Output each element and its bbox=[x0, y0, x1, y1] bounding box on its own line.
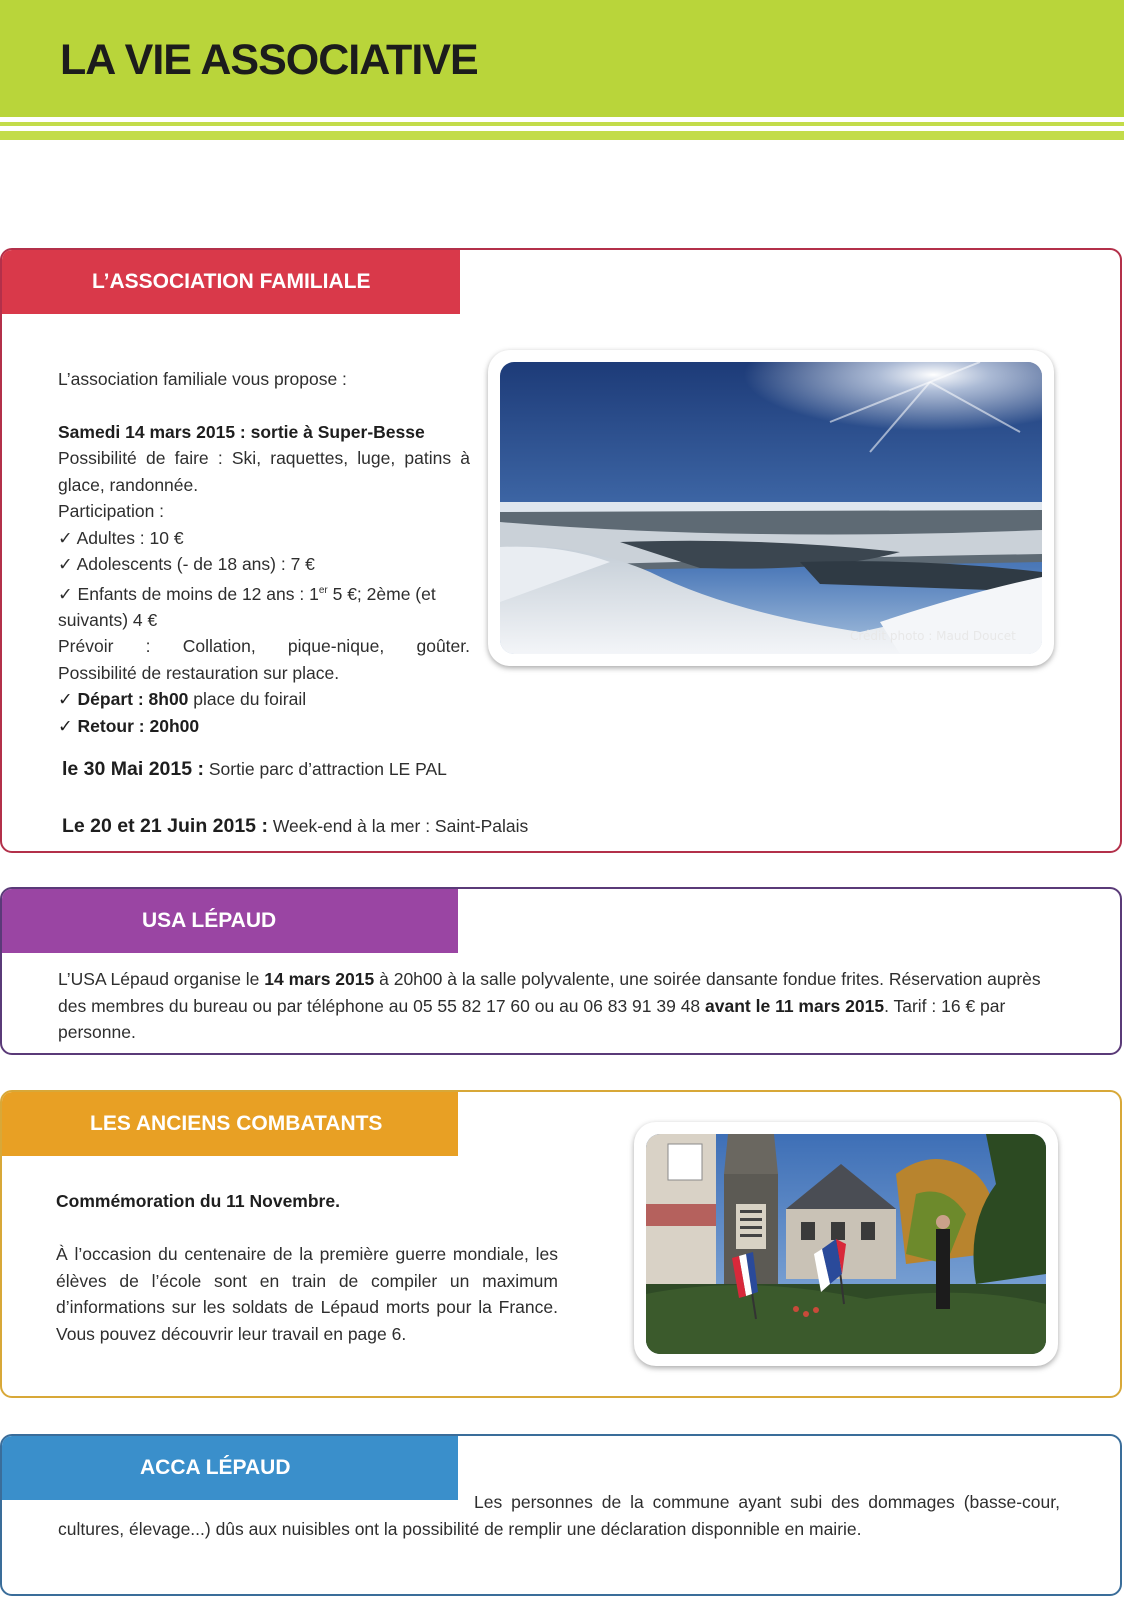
header-rule bbox=[0, 122, 1124, 126]
event1-title: Samedi 14 mars 2015 : sortie à Super-Besse bbox=[58, 421, 425, 442]
prevoir-text: Prévoir : Collation, pique-nique, goûter. bbox=[58, 636, 470, 657]
header-rule-thick bbox=[0, 131, 1124, 140]
check-icon: ✓ bbox=[58, 554, 73, 574]
retour-text: ✓ Retour : 20h00 bbox=[58, 715, 200, 736]
usa-text: L’USA Lépaud organise le 14 mars 2015 à 20h00 à la salle polyvalente, une soirée dansante fondue frites. Réservation auprès des membres du bureau ou par téléphone au 05 55 82 17 60 ou au 06 83 91 39 48 avant le 11 mars 2015. Tarif : 16 € par personne. bbox=[58, 969, 1041, 1042]
photo-war-memorial bbox=[634, 1122, 1058, 1366]
check-icon: ✓ bbox=[58, 715, 73, 736]
mountain-landscape-image bbox=[500, 362, 1042, 654]
event2-date: le 30 Mai 2015 : bbox=[62, 758, 205, 780]
event3 bbox=[62, 813, 762, 840]
section-title: L’ASSOCIATION FAMILIALE bbox=[92, 270, 371, 293]
section-title: USA LÉPAUD bbox=[142, 909, 277, 932]
check-icon: ✓ bbox=[58, 689, 73, 710]
section-anciens-combatants bbox=[0, 1090, 1122, 1398]
check-icon: ✓ bbox=[58, 583, 73, 604]
price-kids: ✓ Enfants de moins de 12 ans : 1er 5 €; 2ème (et suivants) 4 € bbox=[58, 583, 436, 630]
acca-body: Les personnes de la commune ayant subi des dommages (basse-cour, cultures, élevage...) dûs aux nuisibles ont la possibilité de remplir une déclaration disponnible en mairie. bbox=[58, 1492, 1060, 1539]
section-tab-familiale bbox=[2, 250, 460, 314]
price-teens: ✓ Adolescents (- de 18 ans) : 7 € bbox=[58, 554, 315, 574]
event3-date: Le 20 et 21 Juin 2015 : bbox=[62, 815, 268, 837]
check-icon: ✓ bbox=[58, 527, 73, 548]
photo-credit: Crédit photo : Maud Doucet bbox=[850, 629, 1016, 643]
depart-text: ✓ Départ : 8h00 place du foirail bbox=[58, 689, 307, 710]
combattants-body: À l’occasion du centenaire de la première guerre mondiale, les élèves de l’école sont en train de compiler un maximum d’informations sur les soldats de Lépaud morts pour la France. Vous pouvez découvrir leur travail en page 6. bbox=[56, 1244, 558, 1344]
page-title: LA VIE ASSOCIATIVE bbox=[60, 36, 478, 84]
intro-text: L’association familiale vous propose : bbox=[58, 369, 347, 389]
section-tab-combatants bbox=[2, 1092, 458, 1156]
event2-desc: Sortie parc d’attraction LE PAL bbox=[204, 759, 447, 779]
restauration-text: Possibilité de restauration sur place. bbox=[58, 662, 340, 683]
section-title: LES ANCIENS COMBATANTS bbox=[90, 1112, 383, 1135]
event2 bbox=[62, 756, 662, 783]
section-usa-lepaud bbox=[0, 887, 1122, 1055]
price-adults: ✓ Adultes : 10 € bbox=[58, 527, 184, 548]
participation-label: Participation : bbox=[58, 501, 165, 521]
event3-desc: Week-end à la mer : Saint-Palais bbox=[267, 816, 529, 836]
section-acca-lepaud bbox=[0, 1434, 1122, 1596]
section-tab-usa bbox=[2, 889, 458, 953]
photo-super-besse bbox=[488, 350, 1054, 666]
familiale-text bbox=[58, 366, 470, 739]
section-title: ACCA LÉPAUD bbox=[140, 1456, 291, 1479]
combattants-heading: Commémoration du 11 Novembre. bbox=[56, 1191, 340, 1211]
activities-text: Possibilité de faire : Ski, raquettes, luge, patins à glace, randonnée. bbox=[58, 448, 470, 495]
section-association-familiale bbox=[0, 248, 1122, 853]
war-memorial-image bbox=[646, 1134, 1046, 1354]
